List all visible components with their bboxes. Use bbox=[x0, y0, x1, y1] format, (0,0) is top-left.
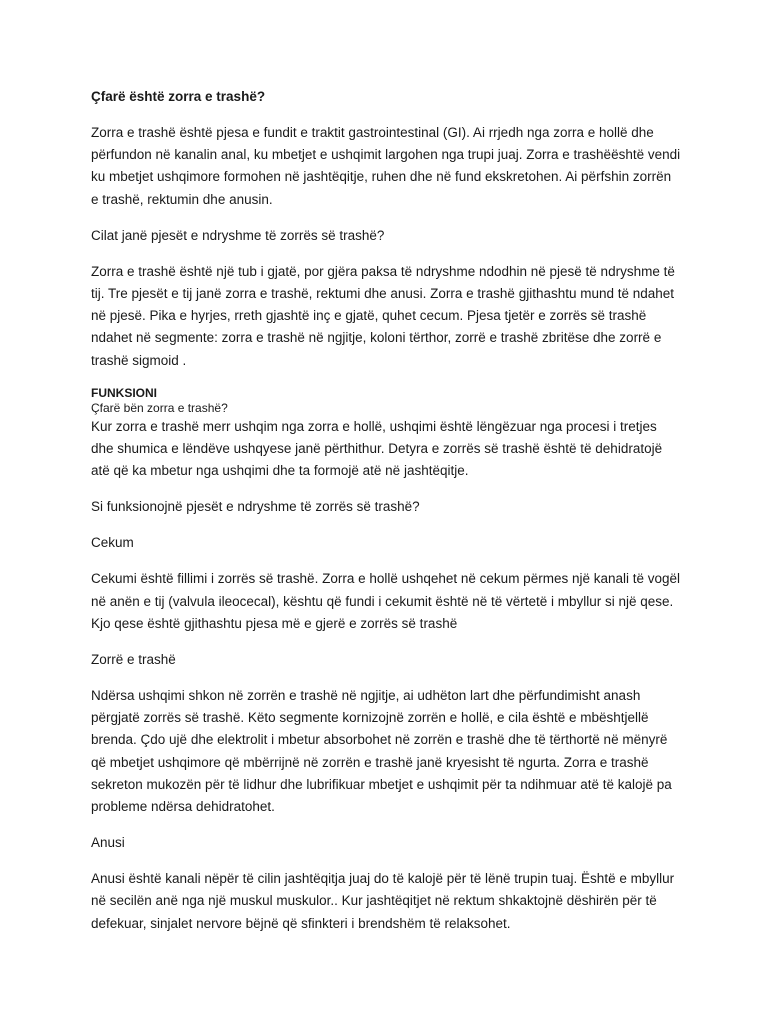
document-body bbox=[91, 86, 681, 949]
subheading-cekum: Cekum bbox=[91, 535, 134, 551]
section-label-function: FUNKSIONI bbox=[91, 385, 157, 400]
paragraph-intro: Zorra e trashë është pjesa e fundit e traktit gastrointestinal (GI). Ai rrjedh nga zorra e hollë dhe përfundon në kanalin anal, ku mbetjet e ushqimit largohen nga trupi juaj. Zorra e trashëështë vendi ku mbetjet ushqimore formohen në jashtëqitje, ruhen dhe në fund ekskretohen. Ai përfshin zorrën e trashë, rektumin dhe anusin. bbox=[91, 125, 681, 207]
paragraph-parts: Zorra e trashë është një tub i gjatë, por gjëra paksa të ndryshme ndodhin në pjesë të ndryshme të tij. Tre pjesët e tij janë zorra e trashë, rektumi dhe anusi. Zorra e trashë gjithashtu mund të ndahet në pjesë. Pika e hyrjes, rreth gjashtë inç e gjatë, quhet cecum. Pjesa tjetër e zorrës së trashë ndahet në segmente: zorra e trashë në ngjitje, koloni tërthor, zorrë e trashë zbritëse dhe zorrë e trashë sigmoid . bbox=[91, 263, 675, 368]
subheading-zorre: Zorrë e trashë bbox=[91, 652, 176, 668]
section-question-function: Çfarë bën zorra e trashë? bbox=[91, 400, 228, 415]
document-title: Çfarë është zorra e trashë? bbox=[91, 89, 266, 104]
question-how-parts-work: Si funksionojnë pjesët e ndryshme të zorrës së trashë? bbox=[91, 499, 420, 515]
subheading-anusi: Anusi bbox=[91, 835, 125, 851]
paragraph-anusi: Anusi është kanali nëpër të cilin jashtëqitja juaj do të kalojë për të lënë trupin tuaj. Është e mbyllur në secilën anë nga një muskul muskulor.. Kur jashtëqitjet në rektum shkaktojnë dëshirën për të defekuar, sinjalet nervore bëjnë që sfinkteri i brendshëm të relaksohet. bbox=[91, 871, 675, 931]
paragraph-zorre: Ndërsa ushqimi shkon në zorrën e trashë në ngjitje, ai udhëton lart dhe përfundimisht anash përgjatë zorrës së trashë. Këto segmente kornizojnë zorrën e hollë, e cila është e mbështjellë brenda. Çdo ujë dhe elektrolit i mbetur absorbohet në zorrën e trashë dhe të tërthortë në mënyrë që mbetjet ushqimore që mbërrijnë në zorrën e trashë janë kryesisht të ngurta. Zorra e trashë sekreton mukozën për të lidhur dhe lubrifikuar mbetjet e ushqimit për ta ndihmuar atë të kalojë pa probleme ndërsa dehidratohet. bbox=[91, 688, 672, 815]
paragraph-function: Kur zorra e trashë merr ushqim nga zorra e hollë, ushqimi është lëngëzuar nga procesi i tretjes dhe shumica e lëndëve ushqyese janë përthithur. Detyra e zorrës së trashë është të dehidratojë atë që ka mbetur nga ushqimi dhe ta formojë atë në jashtëqitje. bbox=[91, 418, 663, 479]
paragraph-cekum: Cekumi është fillimi i zorrës së trashë. Zorra e hollë ushqehet në cekum përmes një kanali të vogël në anën e tij (valvula ileocecal), kështu që fundi i cekumit është në të vërtetë i mbyllur si një qese. Kjo qese është gjithashtu pjesa më e gjerë e zorrës së trashë bbox=[91, 571, 681, 631]
question-parts: Cilat janë pjesët e ndryshme të zorrës së trashë? bbox=[91, 227, 385, 243]
